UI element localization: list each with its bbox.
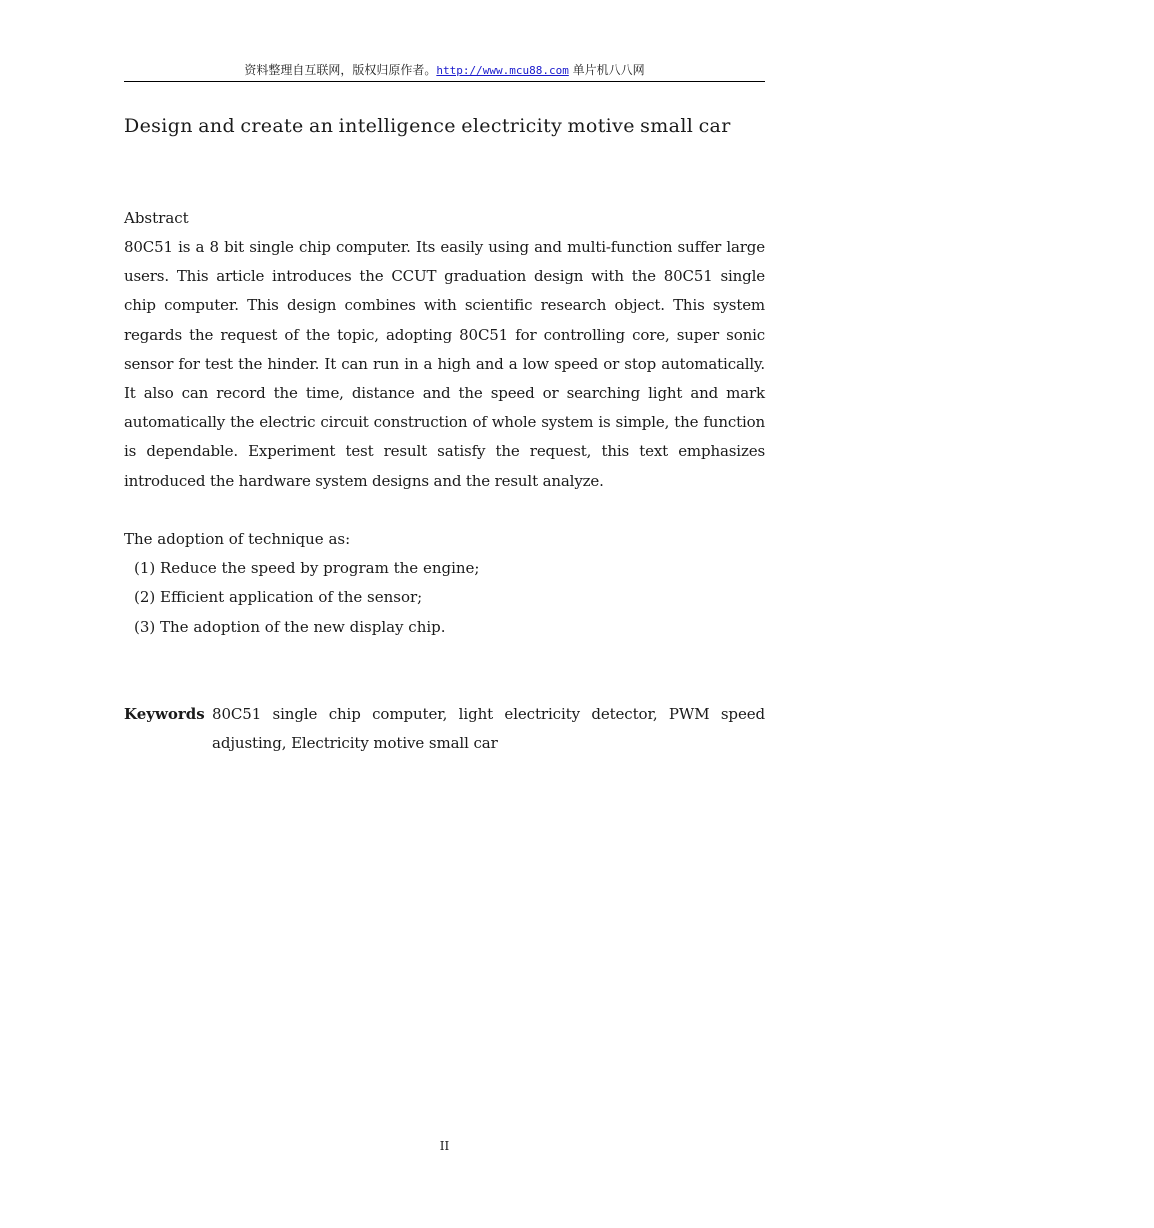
keywords-label: Keywords [124,705,205,723]
header-link[interactable]: http://www.mcu88.com [436,64,569,77]
keywords-text: 80C51 single chip computer, light electricity detector, PWM speed adjusting, Electricity motive small car [212,705,765,753]
technique-item-1: (1) Reduce the speed by program the engine; [134,559,480,578]
abstract-heading: Abstract [124,209,189,227]
header-suffix: 单片机八八网 [568,63,645,77]
technique-item-2: (2) Efficient application of the sensor; [134,588,423,607]
technique-item-3: (3) The adoption of the new display chip. [134,617,446,636]
abstract-body [124,233,765,496]
page-header [124,62,765,82]
header-prefix: 资料整理自互联网，版权归原作者。 [244,63,437,77]
document-title: Design and create an intelligence electricity motive small car [124,115,731,137]
technique-section [124,525,765,642]
abstract-paragraph: 80C51 is a 8 bit single chip computer. Its easily using and multi-function suffer large users. This article introduces the CCUT graduation design with the 80C51 single chip computer. This design combines with scientific research object. This system regards the request of the topic, adopting 80C51 for controlling core, super sonic sensor for test the hinder. It can run in a high and a low speed or stop automatically. It also can record the time, distance and the speed or searching light and mark automatically the electric circuit construction of whole system is simple, the function is dependable. Experiment test result satisfy the request, this text emphasizes introduced the hardware system designs and the result analyze. [124,238,765,490]
document-page [124,0,765,1228]
page-number: II [439,1139,450,1153]
technique-intro: The adoption of technique as: [124,530,351,548]
